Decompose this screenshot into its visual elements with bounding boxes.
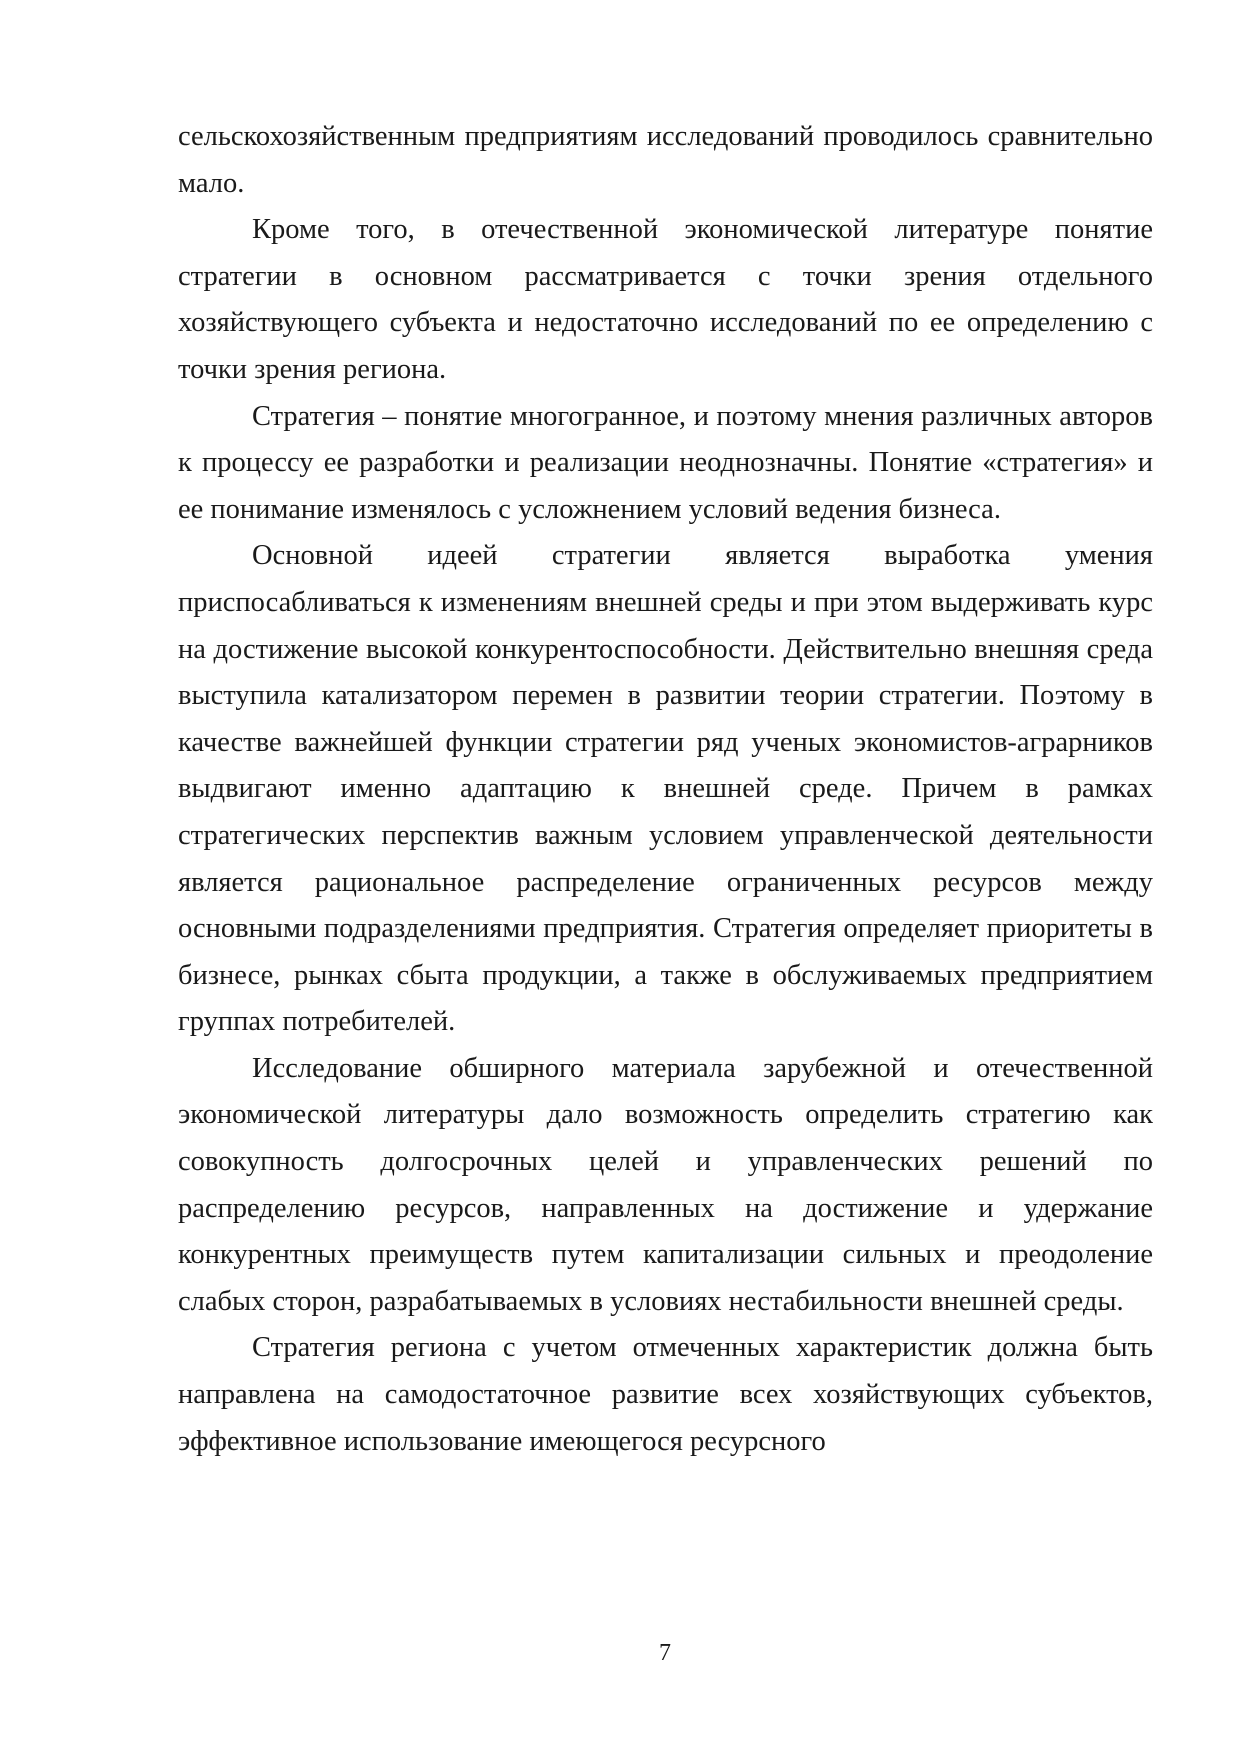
paragraph: Исследование обширного материала зарубежной и отечественной экономической литературы дало возможность определить стратегию как совокупность долгосрочных целей и управленческих решений по распределению ресурсов, направленных на достижение и удержание конкурентных преимуществ путем капитализации сильных и преодоление слабых сторон, разрабатываемых в условиях нестабильности внешней среды. (178, 1052, 1153, 1317)
page-number: 7 (659, 1640, 671, 1666)
paragraph: Основной идеей стратегии является выработка умения приспосабливаться к изменениям внешней среды и при этом выдерживать курс на достижение высокой конкурентоспособности. Действительно внешняя среда выступила катализатором перемен в развитии теории стратегии. Поэтому в качестве важнейшей функции стратегии ряд ученых экономистов-аграрников выдвигают именно адаптацию к внешней среде. Причем в рамках стратегических перспектив важным условием управленческой деятельности является рациональное распределение ограниченных ресурсов между основными подразделениями предприятия. Стратегия определяет приоритеты в бизнесе, рынках сбыта продукции, а также в обслуживаемых предприятием группах потребителей. (178, 540, 1153, 1038)
paragraph: Стратегия – понятие многогранное, и поэтому мнения различных авторов к процессу ее разработки и реализации неоднозначны. Понятие «стратегия» и ее понимание изменялось с усложнением условий ведения бизнеса. (178, 400, 1153, 525)
paragraph-continued: Стратегия региона с учетом отмеченных характеристик должна быть направлена на самодостаточное развитие всех хозяйствующих субъектов, эффективное использование имеющегося ресурсного (178, 1332, 1153, 1457)
paragraph-continuation: сельскохозяйственным предприятиям исследований проводилось сравнительно мало. (178, 121, 1153, 199)
paragraph: Кроме того, в отечественной экономической литературе понятие стратегии в основном рассматривается с точки зрения отдельного хозяйствующего субъекта и недостаточно исследований по ее определению с точки зрения региона. (178, 214, 1153, 385)
body-text (178, 114, 1153, 1465)
